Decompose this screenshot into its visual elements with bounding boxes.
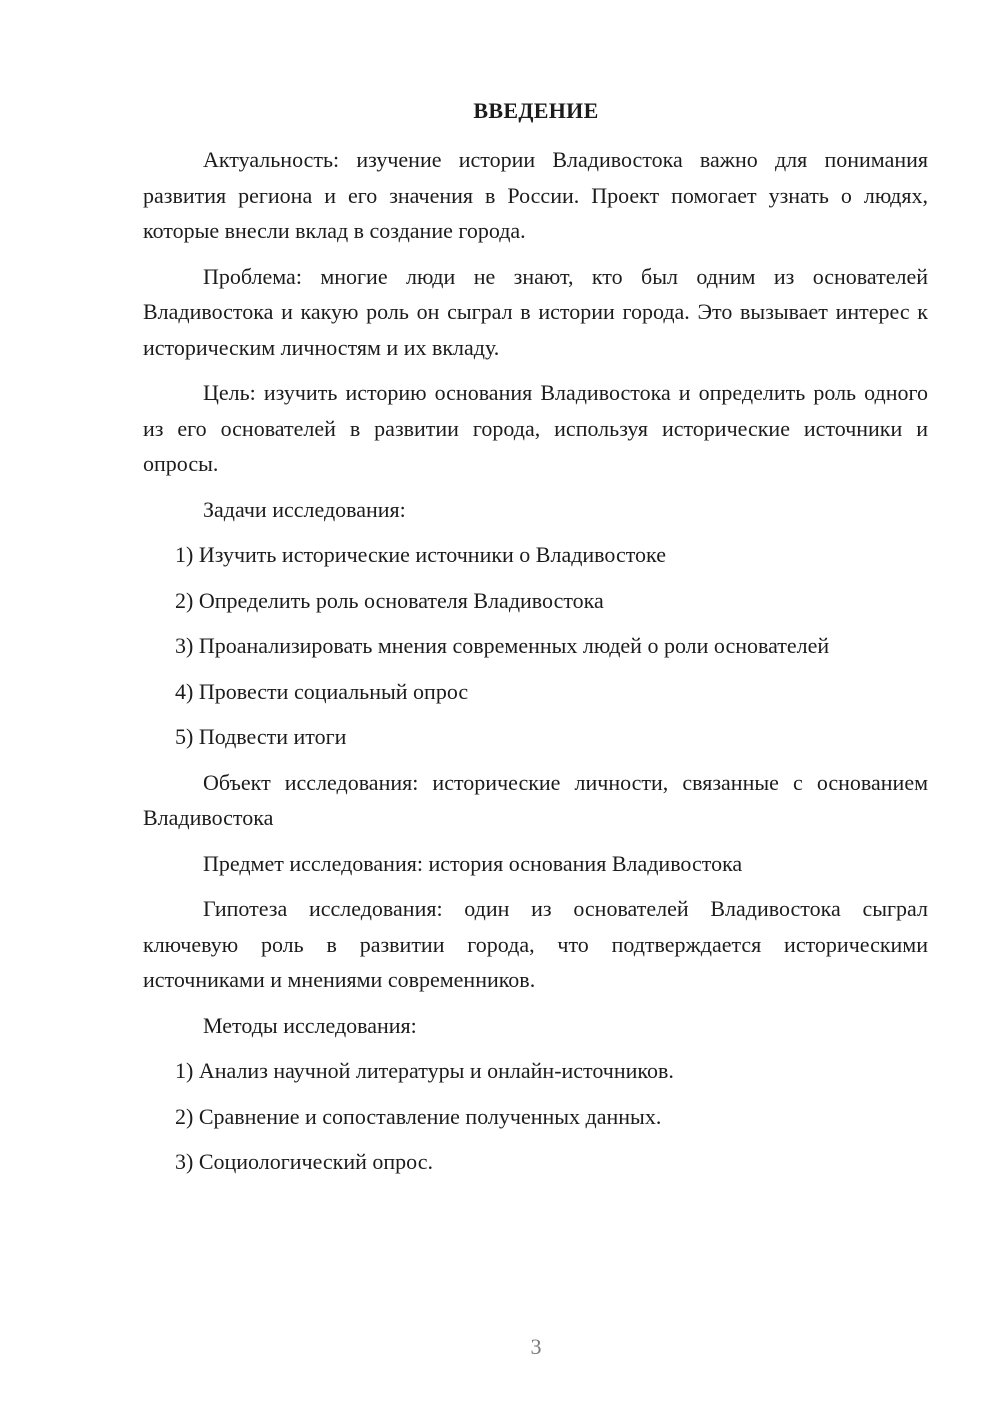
method-item: 2) Сравнение и сопоставление полученных данных. (175, 1103, 662, 1129)
hypothesis-paragraph: Гипотеза исследования: один из основателей Владивостока сыграл ключевую роль в развитии города, что подтверждается историческими источниками и мнениями современников. (143, 896, 928, 992)
task-item: 2) Определить роль основателя Владивостока (175, 587, 604, 613)
section-heading: ВВЕДЕНИЕ (473, 98, 599, 123)
method-item: 1) Анализ научной литературы и онлайн-источников. (175, 1058, 674, 1083)
task-item: 4) Провести социальный опрос (175, 678, 469, 704)
methods-title: Методы исследования: (203, 1012, 417, 1038)
method-item: 3) Социологический опрос. (175, 1149, 433, 1174)
document-body (143, 142, 928, 1190)
task-item: 5) Подвести итоги (175, 724, 347, 749)
relevance-paragraph: Актуальность: изучение истории Владивостока важно для понимания развития региона и его значения в России. Проект помогает узнать о людях, которые внесли вклад в создание города. (143, 147, 928, 243)
task-item: 3) Проанализировать мнения современных людей о роли основателей (175, 633, 830, 658)
page-number: 3 (530, 1334, 542, 1359)
tasks-title: Задачи исследования: (203, 496, 406, 522)
goal-paragraph: Цель: изучить историю основания Владивостока и определить роль одного из его основателей в развитии города, используя исторические источники и опросы. (143, 380, 928, 476)
problem-paragraph: Проблема: многие люди не знают, кто был одним из основателей Владивостока и какую роль он сыграл в истории города. Это вызывает интерес к историческим личностям и их вкладу. (143, 263, 928, 360)
object-paragraph: Объект исследования: исторические личности, связанные с основанием Владивостока (143, 769, 928, 830)
task-item: 1) Изучить исторические источники о Владивостоке (175, 542, 666, 567)
subject-paragraph: Предмет исследования: история основания Владивостока (203, 850, 743, 876)
